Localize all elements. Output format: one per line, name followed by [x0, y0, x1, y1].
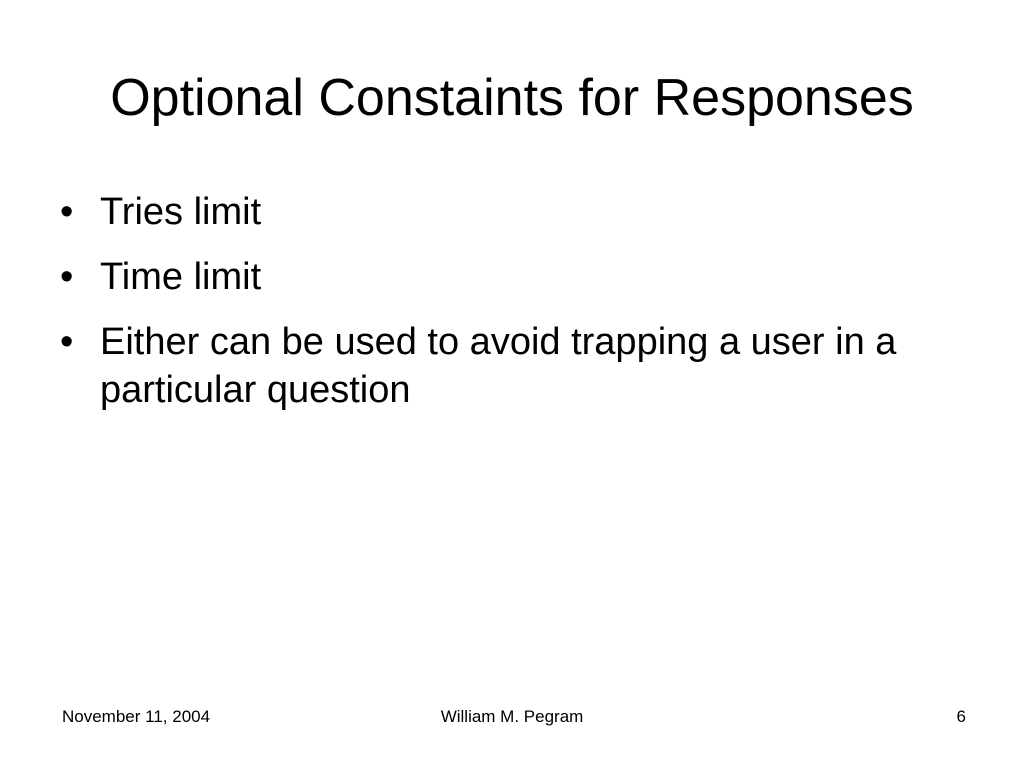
bullet-item — [58, 188, 958, 236]
slide-title: Optional Constaints for Responses — [110, 69, 914, 127]
bullet-text: Time limit — [100, 256, 262, 298]
bullet-text: Tries limit — [100, 191, 262, 233]
footer-date: November 11, 2004 — [62, 707, 211, 726]
bullet-icon: • — [60, 256, 74, 298]
bullet-icon: • — [60, 191, 74, 233]
bullet-text: Either can be used to avoid trapping a user in a particular question — [100, 321, 897, 411]
bullet-icon: • — [60, 321, 74, 363]
footer-author: William M. Pegram — [440, 707, 584, 726]
bullet-item — [58, 318, 958, 414]
page-number: 6 — [956, 707, 966, 726]
bullet-list — [58, 188, 958, 431]
bullet-item — [58, 253, 958, 301]
